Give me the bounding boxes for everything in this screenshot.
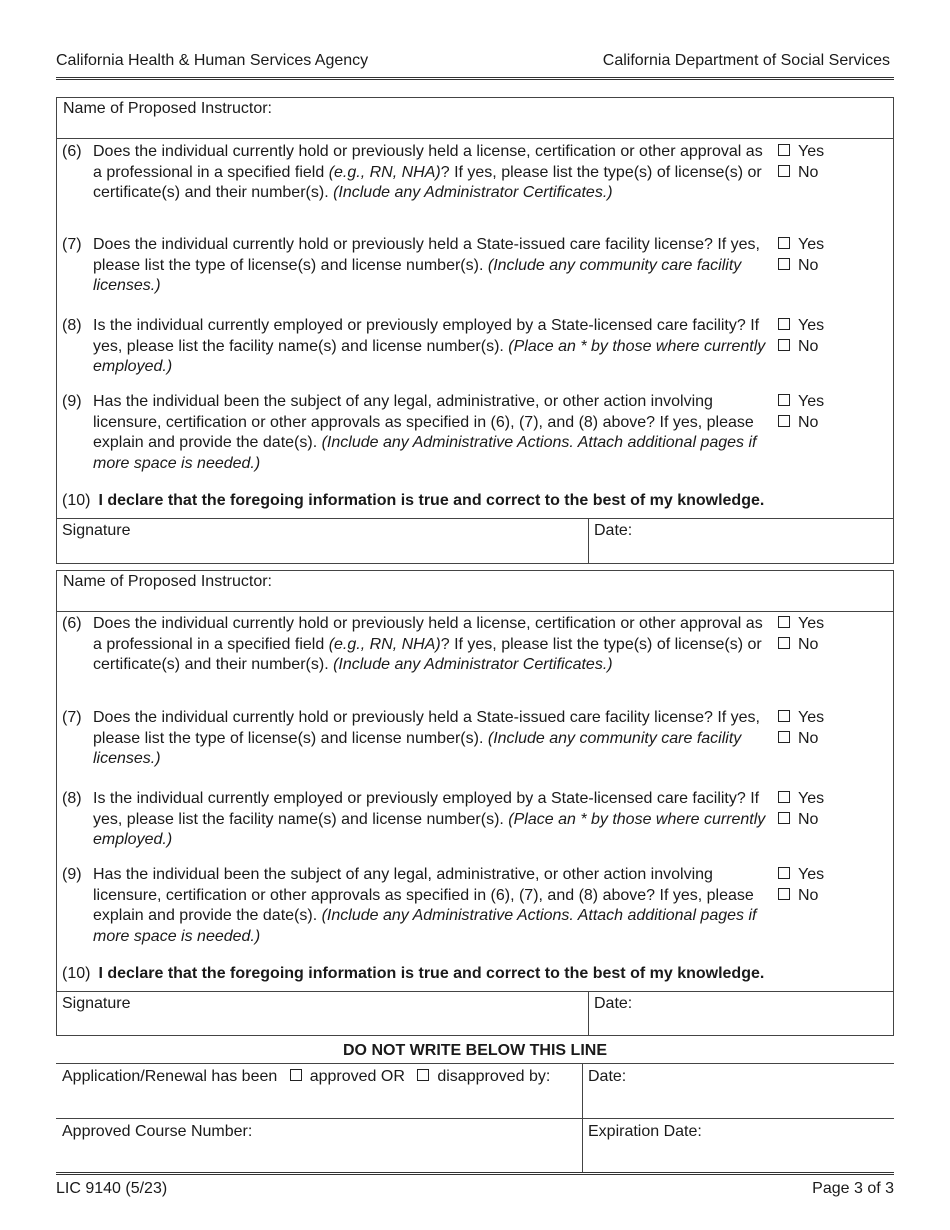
checkbox-icon	[778, 867, 790, 879]
office-rule	[56, 1063, 894, 1064]
question-text: Does the individual currently hold or previously held a license, certification or other approval as a professional in a specified field (e.g., RN, NHA)? If yes, please list the type(s) of license(s) or certificate(s) and their number(s). (Include any Administrator Certificates.)	[93, 615, 763, 673]
expiration-date-field[interactable]: Expiration Date:	[588, 1123, 702, 1140]
checkbox-icon	[778, 812, 790, 824]
date-field[interactable]: Date:	[594, 995, 633, 1012]
office-rule	[56, 1118, 894, 1119]
office-use-title: DO NOT WRITE BELOW THIS LINE	[343, 1042, 607, 1059]
declaration: (10) I declare that the foregoing information is true and correct to the best of my knowledge.	[62, 492, 765, 509]
no-checkbox[interactable]: No	[778, 413, 818, 434]
yes-no-choice	[778, 392, 890, 433]
checkbox-icon	[778, 637, 790, 649]
form-id: LIC 9140 (5/23)	[56, 1180, 168, 1197]
question-number: (6)	[62, 143, 82, 160]
yes-no-choice	[778, 789, 890, 830]
question-number: (8)	[62, 790, 82, 807]
question-text: Is the individual currently employed or previously employed by a State-licensed care facility? If yes, please list the facility name(s) and license number(s). (Place an * by those where currently employed.)	[93, 790, 766, 848]
checkbox-icon	[778, 616, 790, 628]
divider	[588, 519, 589, 563]
divider	[588, 992, 589, 1036]
yes-no-choice	[778, 142, 890, 183]
header-rule	[56, 77, 894, 80]
question-number: (7)	[62, 709, 82, 726]
no-checkbox[interactable]: No	[778, 163, 818, 184]
question-number: (7)	[62, 236, 82, 253]
question-text: Has the individual been the subject of any legal, administrative, or other action involving licensure, certification or other approvals as specified in (6), (7), and (8) above? If yes, please explain and provide the date(s). (Include any Administrative Actions. Attach additional pages if more space is needed.)	[93, 393, 757, 472]
yes-no-choice	[778, 235, 890, 276]
checkbox-icon	[778, 888, 790, 900]
checkbox-icon	[778, 791, 790, 803]
course-number-field[interactable]: Approved Course Number:	[62, 1123, 253, 1140]
yes-no-choice	[778, 865, 890, 906]
signature-row	[57, 991, 893, 1036]
yes-checkbox[interactable]: Yes	[778, 865, 824, 886]
instructor-name-label: Name of Proposed Instructor:	[63, 100, 272, 117]
question-number: (8)	[62, 317, 82, 334]
checkbox-icon	[778, 258, 790, 270]
checkbox-icon	[778, 339, 790, 351]
checkbox-icon	[778, 165, 790, 177]
no-checkbox[interactable]: No	[778, 886, 818, 907]
question-text: Is the individual currently employed or previously employed by a State-licensed care facility? If yes, please list the facility name(s) and license number(s). (Place an * by those where currently employed.)	[93, 317, 766, 375]
no-checkbox[interactable]: No	[778, 256, 818, 277]
approval-status-field: Application/Renewal has been approved OR disapproved by:	[62, 1068, 551, 1085]
question-text: Does the individual currently hold or previously held a State-issued care facility license? If yes, please list the type of license(s) and license number(s). (Include any community care facility licenses.)	[93, 709, 760, 767]
yes-checkbox[interactable]: Yes	[778, 708, 824, 729]
approved-checkbox[interactable]	[290, 1069, 302, 1081]
question-number: (9)	[62, 393, 82, 410]
instructor-block-2	[56, 570, 894, 1036]
page-number: Page 3 of 3	[812, 1180, 894, 1197]
yes-no-choice	[778, 316, 890, 357]
no-checkbox[interactable]: No	[778, 810, 818, 831]
checkbox-icon	[778, 144, 790, 156]
date-field[interactable]: Date:	[594, 522, 633, 539]
page-header	[56, 52, 890, 74]
no-checkbox[interactable]: No	[778, 729, 818, 750]
yes-checkbox[interactable]: Yes	[778, 316, 824, 337]
yes-no-choice	[778, 708, 890, 749]
instructor-name-field[interactable]	[57, 571, 893, 612]
agency-name: California Health & Human Services Agency	[56, 52, 369, 69]
yes-checkbox[interactable]: Yes	[778, 392, 824, 413]
checkbox-icon	[778, 710, 790, 722]
footer-rule	[56, 1172, 894, 1175]
checkbox-icon	[778, 318, 790, 330]
signature-field[interactable]: Signature	[62, 522, 131, 539]
no-checkbox[interactable]: No	[778, 635, 818, 656]
instructor-block-1	[56, 97, 894, 564]
checkbox-icon	[778, 731, 790, 743]
checkbox-icon	[778, 394, 790, 406]
checkbox-icon	[778, 237, 790, 249]
yes-checkbox[interactable]: Yes	[778, 789, 824, 810]
yes-no-choice	[778, 614, 890, 655]
signature-row	[57, 518, 893, 563]
department-name: California Department of Social Services	[602, 52, 890, 69]
question-number: (6)	[62, 615, 82, 632]
disapproved-checkbox[interactable]	[417, 1069, 429, 1081]
no-checkbox[interactable]: No	[778, 337, 818, 358]
checkbox-icon	[778, 415, 790, 427]
question-number: (9)	[62, 866, 82, 883]
office-date-field[interactable]: Date:	[588, 1068, 627, 1085]
yes-checkbox[interactable]: Yes	[778, 235, 824, 256]
instructor-name-field[interactable]	[57, 98, 893, 139]
instructor-name-label: Name of Proposed Instructor:	[63, 573, 272, 590]
question-text: Does the individual currently hold or previously held a license, certification or other approval as a professional in a specified field (e.g., RN, NHA)? If yes, please list the type(s) of license(s) or certificate(s) and their number(s). (Include any Administrator Certificates.)	[93, 143, 763, 201]
yes-checkbox[interactable]: Yes	[778, 614, 824, 635]
question-text: Does the individual currently hold or previously held a State-issued care facility license? If yes, please list the type of license(s) and license number(s). (Include any community care facility licenses.)	[93, 236, 760, 294]
declaration: (10) I declare that the foregoing information is true and correct to the best of my knowledge.	[62, 965, 765, 982]
yes-checkbox[interactable]: Yes	[778, 142, 824, 163]
signature-field[interactable]: Signature	[62, 995, 131, 1012]
question-text: Has the individual been the subject of any legal, administrative, or other action involving licensure, certification or other approvals as specified in (6), (7), and (8) above? If yes, please explain and provide the date(s). (Include any Administrative Actions. Attach additional pages if more space is needed.)	[93, 866, 757, 945]
